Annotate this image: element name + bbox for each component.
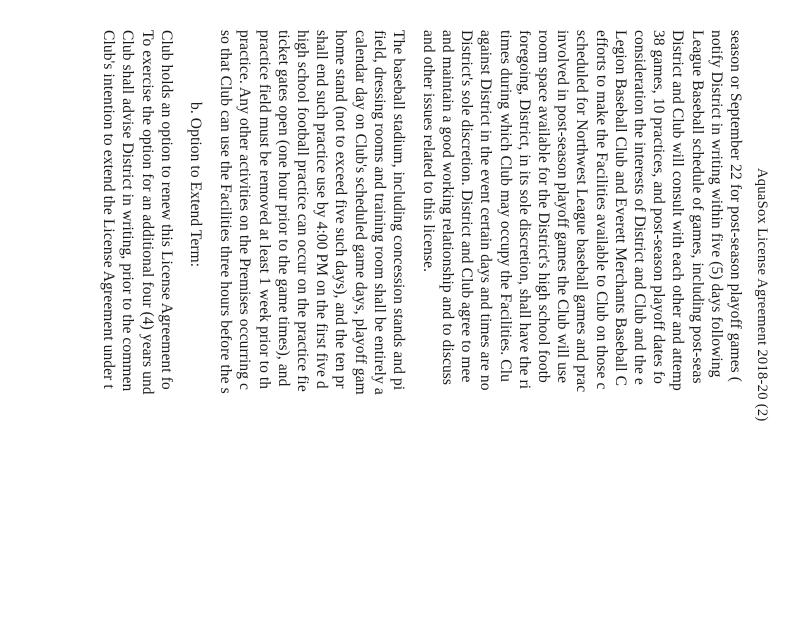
section-heading: b. Option to Extend Term: [187, 102, 205, 268]
paragraph-line: consideration the interests of District and Club and the e [631, 30, 648, 385]
paragraph-line: ticket gates open (one hour prior to the game times), and [274, 30, 292, 387]
paragraph-line: high school football practice can occur on the practice fie [294, 30, 312, 392]
paragraph-line: Club's intention to extend the License Agreement under t [100, 30, 118, 389]
paragraph-line: and other issues related to this license. [419, 30, 437, 273]
paragraph-line: notify District in writing within five (5) days following [707, 30, 725, 378]
paragraph-line: Legion Baseball Club and Everett Merchants Baseball C [611, 30, 629, 387]
paragraph-line: practice. Any other activities on the Premises occurring c [236, 30, 254, 391]
paragraph-line: field, dressing rooms and training room shall be entirely a [370, 30, 388, 395]
document-footer: AquaSox License Agreement 2018-20 (2) [754, 168, 770, 422]
paragraph-line: times during which Club may occupy the Facilities. Clu [496, 30, 514, 382]
paragraph-line: League Baseball schedule of games, including post-seas [688, 30, 706, 384]
paragraph-line: foregoing, District, in its sole discretion, shall have the ri [515, 30, 533, 390]
paragraph-line: calendar day on Club's scheduled game days, playoff gam [351, 30, 369, 395]
paragraph-line: District's sole discretion. District and Club agree to mee [458, 30, 476, 383]
paragraph-line: Club holds an option to renew this License Agreement fo [157, 30, 175, 390]
paragraph-line: shall end such practice use by 4:00 PM on the first five d [313, 30, 331, 389]
paragraph-line: involved in post-season playoff games the Club will use [554, 30, 572, 384]
paragraph-line: District and Club will consult with each other and attemp [669, 30, 687, 391]
paragraph-line: practice field must be removed at least 1 week prior to th [255, 30, 273, 390]
paragraph-line: home stand (not to exceed five such days), and the ten pr [332, 30, 350, 389]
paragraph-line: so that Club can use the Facilities three hours before the s [217, 30, 235, 394]
paragraph-line: scheduled for Northwest League baseball games and prac [573, 30, 591, 393]
paragraph-line: The baseball stadium, including concession stands and pi [390, 30, 408, 391]
paragraph-line: room space available for the District's high school footb [535, 30, 552, 383]
paragraph-line: To exercise the option for an additional four (4) years und [138, 30, 156, 395]
paragraph-line: efforts to make the Facilities available to Club on those c [592, 30, 610, 390]
paragraph-line: season or September 22 for post-season playoff games ( [727, 30, 744, 383]
paragraph-line: and maintain a good working relationship and to discuss [439, 30, 456, 386]
paragraph-line: 38 games, 10 practices, and post-season playoff dates fo [650, 30, 668, 384]
paragraph-line: against District in the event certain days and times are no [477, 30, 495, 391]
paragraph-line: Club shall advise District in writing, prior to the commen [119, 30, 137, 392]
